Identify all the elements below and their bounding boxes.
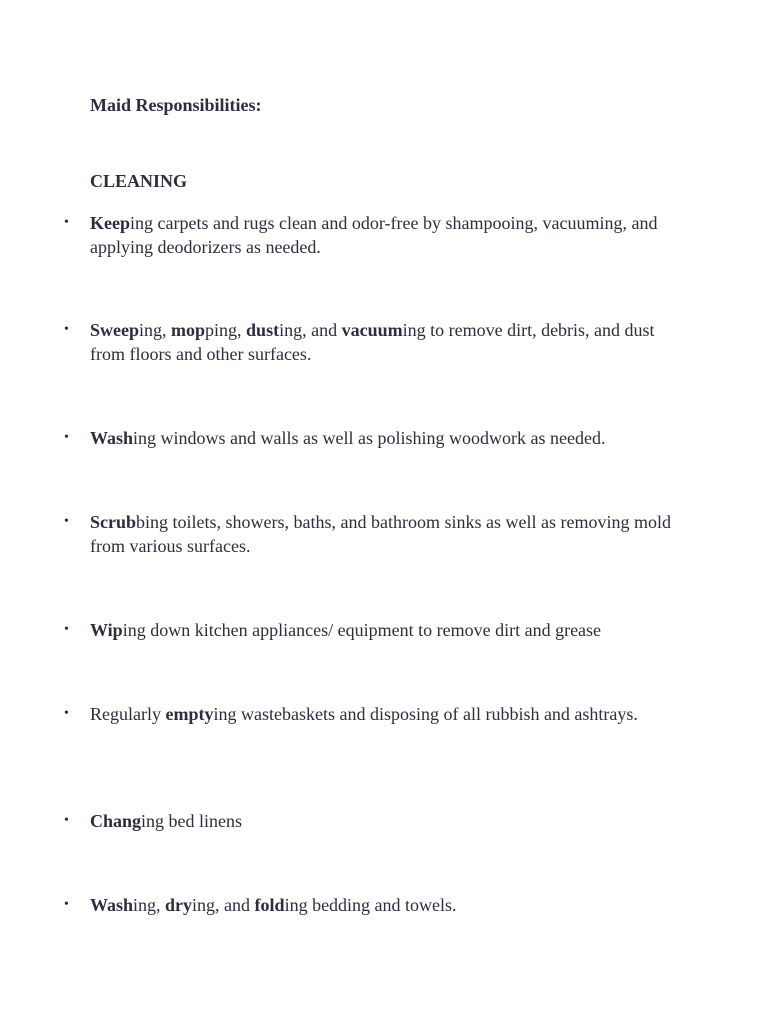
section-heading-cleaning: CLEANING — [90, 171, 188, 191]
bullet-dot: • — [64, 430, 69, 445]
text-segment: ing bed linens — [141, 811, 243, 831]
bold-segment: mop — [171, 320, 206, 340]
list-item — [64, 510, 684, 558]
list-item — [64, 211, 684, 259]
text-segment: ing carpets and rugs clean and odor-free by shampooing, vacuuming, and applying deodorizers as needed. — [90, 213, 658, 257]
list-item-text — [90, 318, 684, 366]
list-item-text — [90, 510, 684, 558]
list-item-text — [90, 809, 684, 833]
bullet-dot: • — [64, 215, 69, 230]
list-item — [64, 618, 684, 642]
bullet-dot: • — [64, 514, 69, 529]
bullet-dot: • — [64, 813, 69, 828]
bold-segment: dust — [246, 320, 280, 340]
text-segment: ping, — [205, 320, 247, 340]
bold-segment: Wash — [90, 895, 134, 915]
bold-segment: Wash — [90, 428, 134, 448]
bold-segment: Keep — [90, 213, 130, 233]
list-item-text — [90, 211, 684, 259]
text-segment: bing toilets, showers, baths, and bathroom sinks as well as removing mold from various surfaces. — [90, 512, 671, 556]
text-segment: Regularly — [90, 704, 166, 724]
bullet-dot: • — [64, 622, 69, 637]
list-item — [64, 702, 684, 726]
bold-segment: Chang — [90, 811, 142, 831]
list-item — [64, 426, 684, 450]
bold-segment: vacuum — [341, 320, 403, 340]
bold-segment: Scrub — [90, 512, 137, 532]
bold-segment: dry — [165, 895, 193, 915]
bullet-dot: • — [64, 322, 69, 337]
text-segment: ing windows and walls as well as polishing woodwork as needed. — [133, 428, 606, 448]
bullet-dot: • — [64, 897, 69, 912]
document-title: Maid Responsibilities: — [90, 95, 262, 115]
text-segment: ing wastebaskets and disposing of all rubbish and ashtrays. — [213, 704, 638, 724]
bullet-dot: • — [64, 706, 69, 721]
list-item — [64, 318, 684, 366]
list-item-text — [90, 618, 684, 642]
bold-segment: fold — [254, 895, 285, 915]
text-segment: ing bedding and towels. — [284, 895, 457, 915]
list-item-text — [90, 426, 684, 450]
list-item — [64, 809, 684, 833]
list-item — [64, 893, 684, 917]
text-segment: ing, and — [192, 895, 255, 915]
text-segment: ing, — [133, 895, 166, 915]
text-segment: ing down kitchen appliances/ equipment to remove dirt and grease — [122, 620, 602, 640]
list-item-text — [90, 893, 684, 917]
list-item-text — [90, 702, 684, 726]
bold-segment: Wip — [90, 620, 123, 640]
bold-segment: Sweep — [90, 320, 139, 340]
text-segment: ing, and — [279, 320, 342, 340]
text-segment: ing to remove dirt, debris, and dust from floors and other surfaces. — [90, 320, 655, 364]
text-segment: ing, — [139, 320, 172, 340]
bold-segment: empty — [165, 704, 214, 724]
